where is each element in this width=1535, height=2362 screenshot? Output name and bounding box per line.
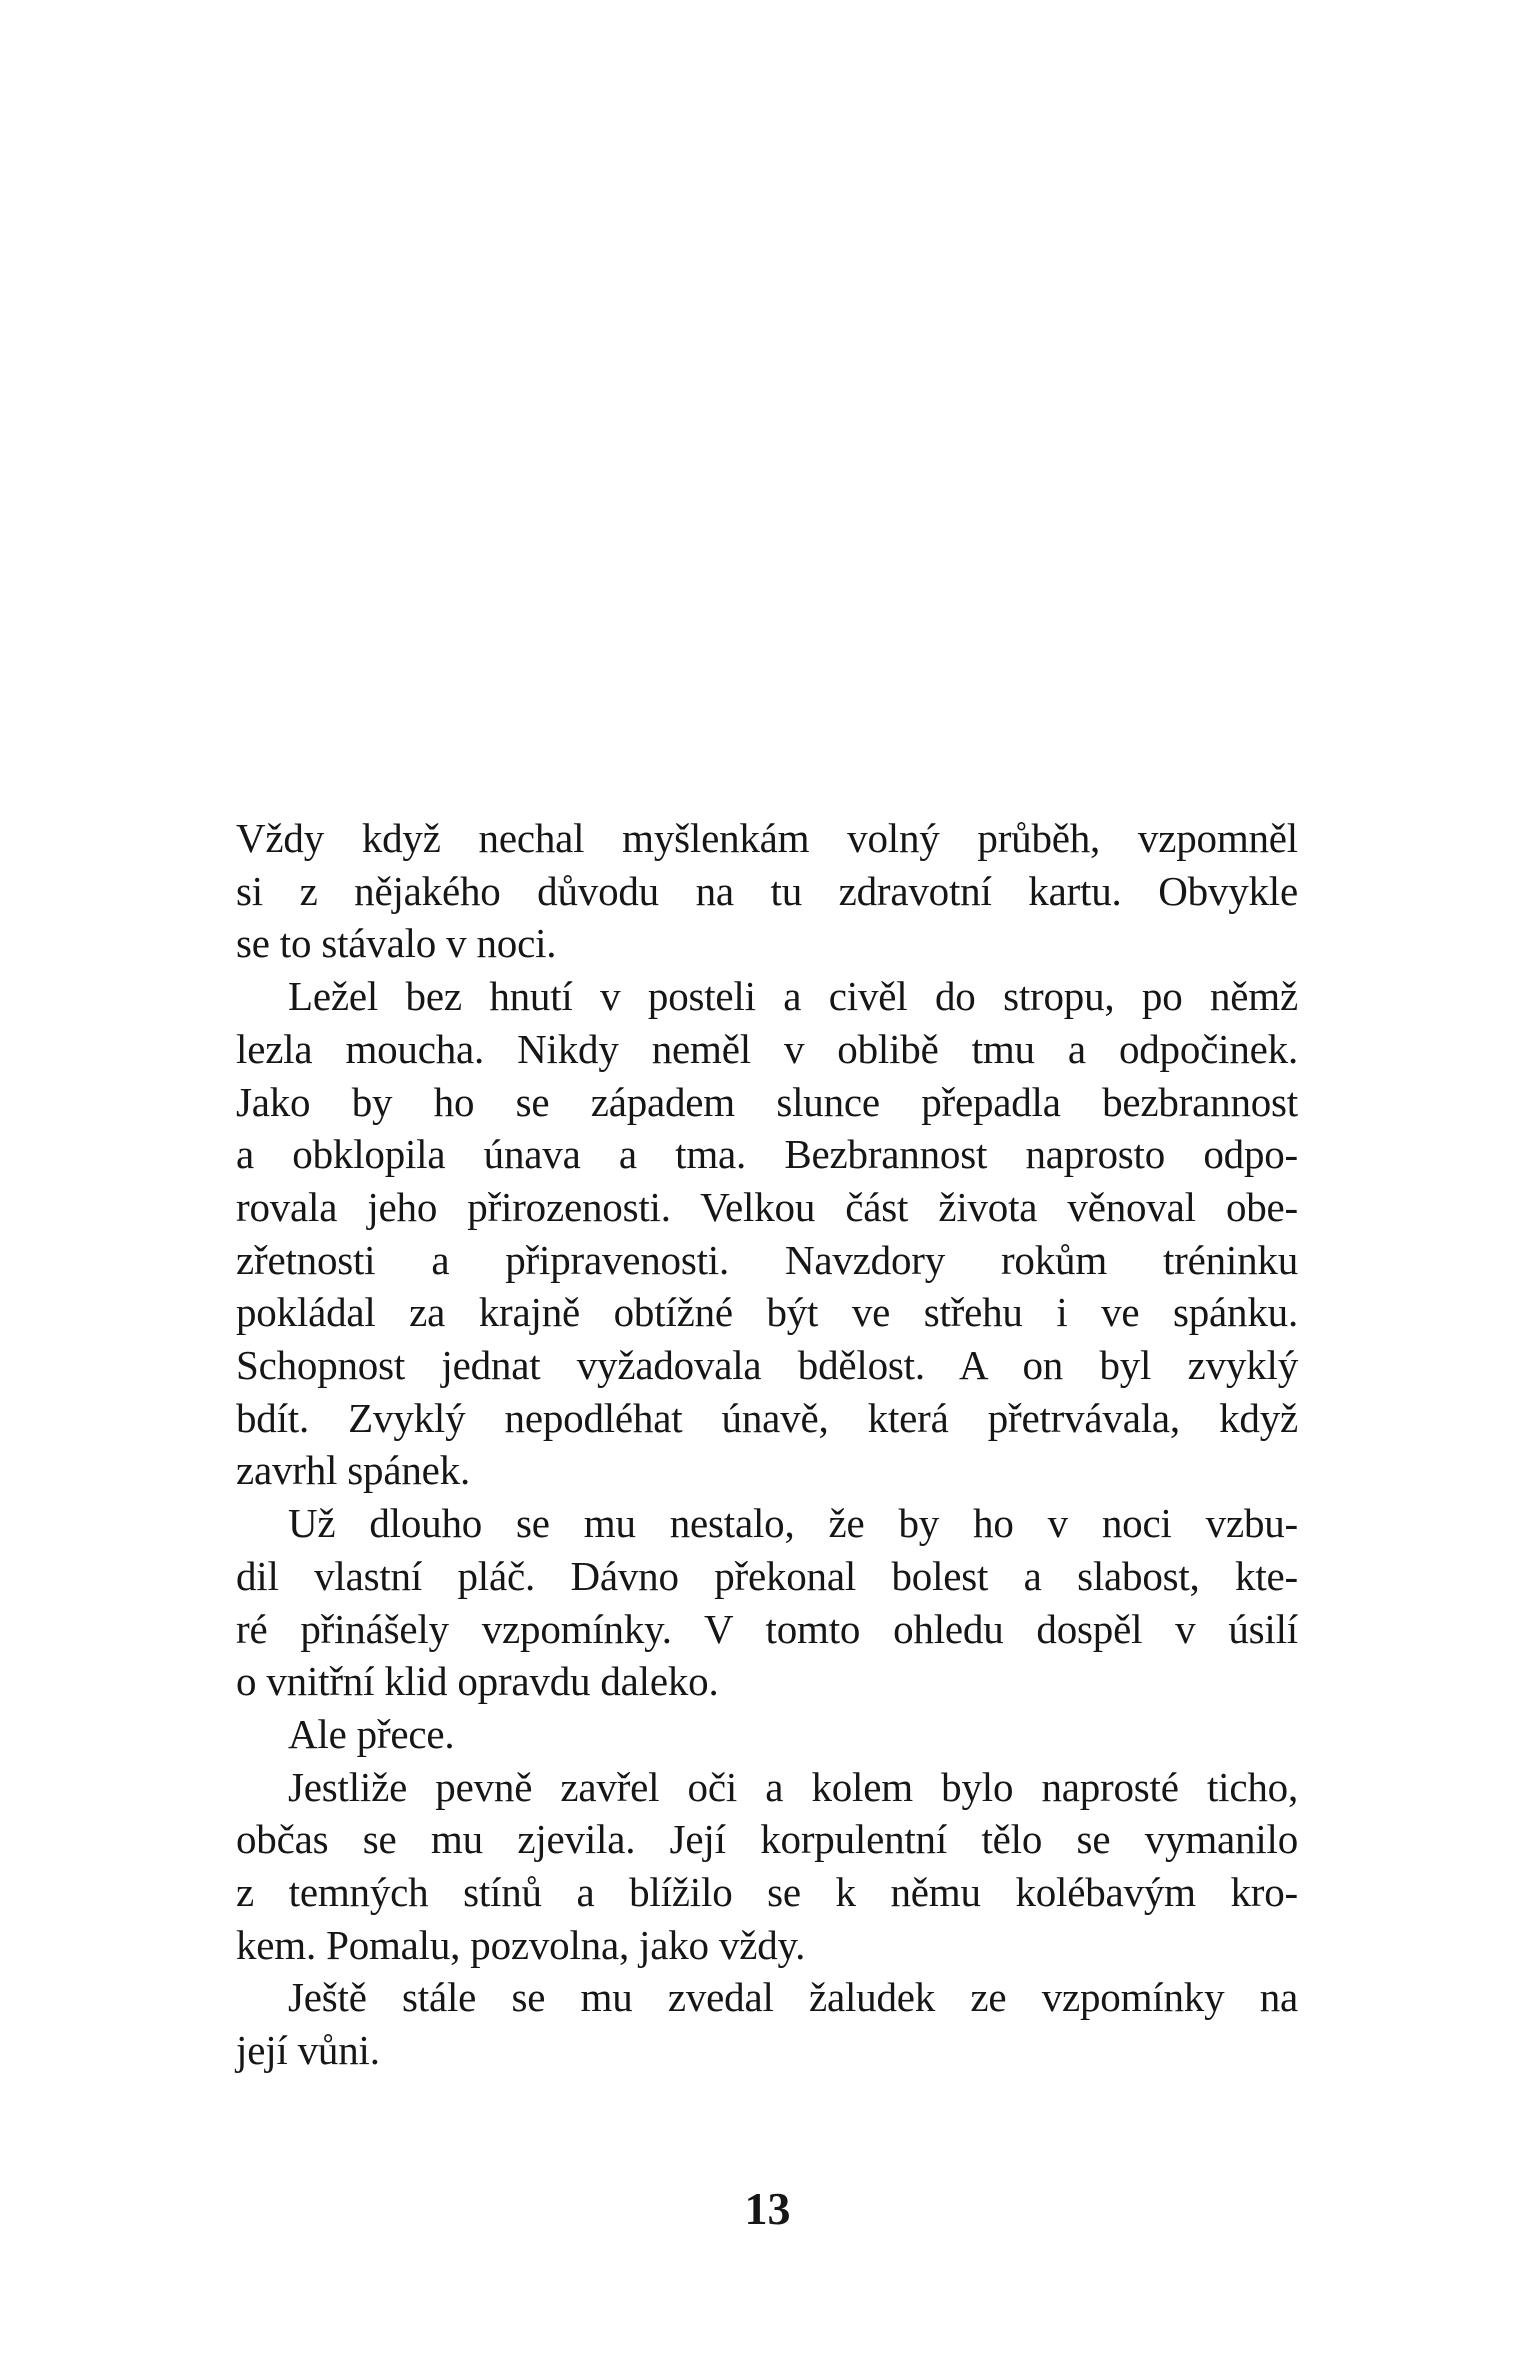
text-line: o vnitřní klid opravdu daleko. — [236, 1658, 719, 1705]
text-line: a obklopila únava a tma. Bezbrannost naprosto odpo- — [236, 1131, 1298, 1178]
text-line: se to stávalo v noci. — [236, 920, 557, 967]
text-line: bdít. Zvyklý nepodléhat únavě, která přetrvávala, když — [236, 1394, 1298, 1441]
text-line: Jestliže pevně zavřel oči a kolem bylo naprosté ticho, — [288, 1763, 1298, 1810]
text-line: její vůni. — [236, 2027, 380, 2074]
text-line: lezla moucha. Nikdy neměl v oblibě tmu a odpočinek. — [236, 1025, 1298, 1072]
text-line: dil vlastní pláč. Dávno překonal bolest a slabost, kte- — [236, 1552, 1298, 1599]
text-line: Jako by ho se západem slunce přepadla bezbrannost — [236, 1078, 1298, 1125]
text-line: ré přinášely vzpomínky. V tomto ohledu dospěl v úsilí — [236, 1605, 1298, 1652]
text-line: Ležel bez hnutí v posteli a civěl do stropu, po němž — [288, 973, 1298, 1020]
text-line: Ale přece. — [288, 1710, 455, 1757]
text-line: Vždy když nechal myšlenkám volný průběh, vzpomněl — [236, 815, 1298, 861]
text-line: z temných stínů a blížilo se k němu kolébavým kro- — [236, 1869, 1298, 1916]
text-line: si z nějakého důvodu na tu zdravotní kartu. Obvykle — [236, 867, 1298, 914]
text-line: rovala jeho přirozenosti. Velkou část života věnoval obe- — [236, 1183, 1298, 1230]
text-line: Už dlouho se mu nestalo, že by ho v noci vzbu- — [288, 1500, 1298, 1547]
text-line: zavrhl spánek. — [236, 1447, 470, 1494]
text-line: kem. Pomalu, pozvolna, jako vždy. — [236, 1921, 806, 1968]
page-number: 13 — [744, 2183, 791, 2234]
text-line: občas se mu zjevila. Její korpulentní tělo se vymanilo — [236, 1816, 1298, 1863]
text-line: Schopnost jednat vyžadovala bdělost. A on byl zvyklý — [236, 1342, 1298, 1389]
text-line: zřetnosti a připravenosti. Navzdory rokům tréninku — [236, 1236, 1298, 1283]
text-line: Ještě stále se mu zvedal žaludek ze vzpomínky na — [288, 1974, 1298, 2021]
text-line: pokládal za krajně obtížné být ve střehu i ve spánku. — [236, 1289, 1298, 1336]
page-text — [236, 812, 1298, 2077]
